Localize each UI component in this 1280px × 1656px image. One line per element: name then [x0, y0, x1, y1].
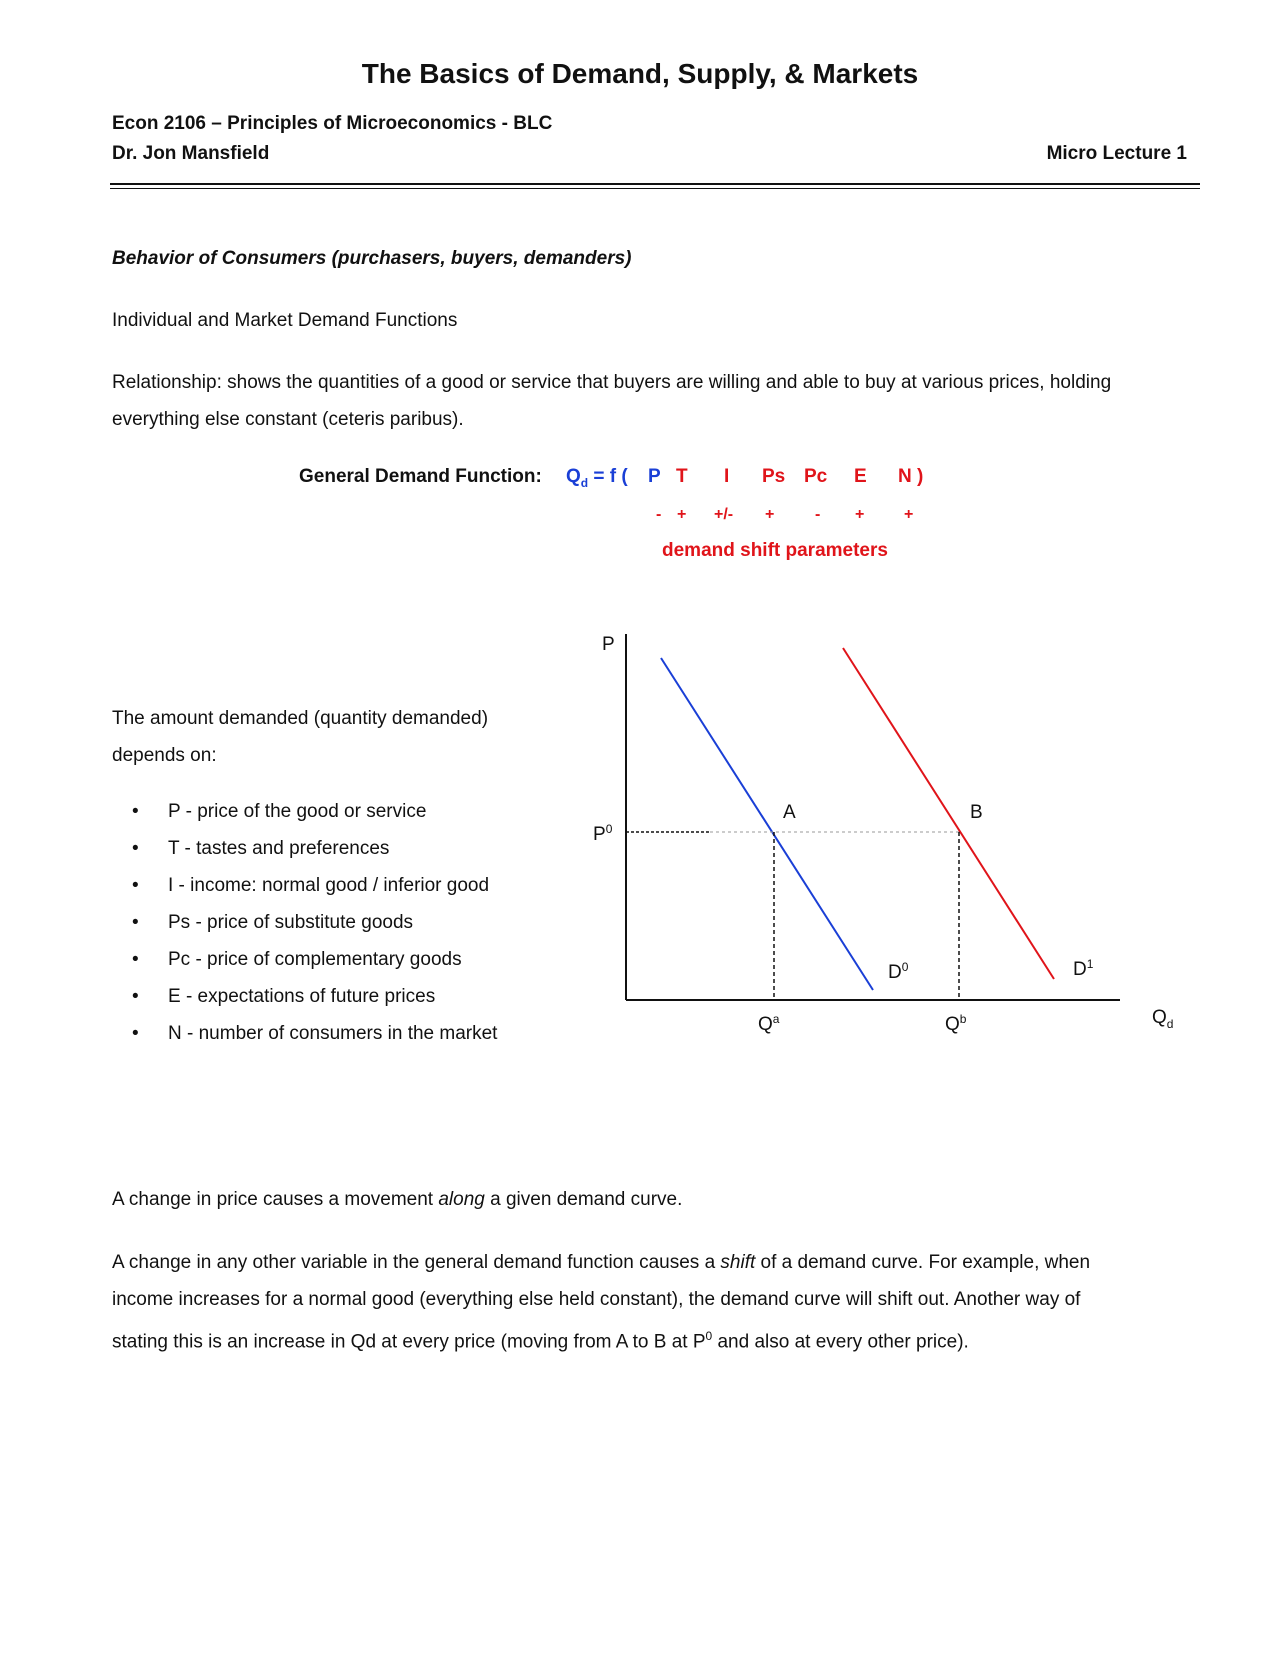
sign-i: +/- — [714, 506, 734, 523]
variable-i: I — [724, 466, 730, 487]
variable-pc: Pc — [804, 466, 828, 487]
point-b-label: B — [970, 802, 983, 823]
list-item: • P - price of the good or service — [112, 793, 592, 830]
sign-n: + — [904, 506, 914, 523]
demand-curve-d0 — [661, 658, 873, 990]
lecture-label: Micro Lecture 1 — [1046, 143, 1187, 164]
demand-curve-d1 — [843, 648, 1054, 979]
shift-paragraph-line1: A change in any other variable in the general demand function causes a shift of a demand curve. For example, when — [112, 1252, 1091, 1273]
price-p0-label: $P^0$ — [593, 822, 613, 845]
y-axis-label: P — [602, 634, 615, 655]
instructor-name: Dr. Jon Mansfield — [112, 143, 270, 164]
relationship-paragraph: Relationship: shows the quantities of a good or service that buyers are willing and able to buy at various prices, holding everything else constant (ceteris paribus). — [112, 372, 1112, 430]
list-item: • E - expectations of future prices — [112, 978, 592, 1015]
amount-demanded-line1: The amount demanded (quantity demanded) — [112, 708, 489, 729]
amount-demanded-line2: depends on: — [112, 745, 217, 766]
sign-p: - — [656, 506, 662, 523]
variable-p: P — [648, 466, 661, 487]
variable-ps: Ps — [762, 466, 786, 487]
section-heading: Behavior of Consumers (purchasers, buyers, demanders) — [112, 248, 632, 269]
list-item: • Pc - price of complementary goods — [112, 941, 592, 978]
sign-t: + — [677, 506, 687, 523]
variable-e: E — [854, 466, 867, 487]
variable-n: N ) — [898, 466, 924, 487]
shift-paragraph — [112, 1244, 1202, 1360]
shift-paragraph-line3: stating this is an increase in Qd at every price (moving from A to B at $P^0$ and also at every other price). — [112, 1329, 969, 1353]
list-item: • I - income: normal good / inferior good — [112, 867, 592, 904]
point-a-label: A — [783, 802, 796, 823]
list-item: • N - number of consumers in the market — [112, 1015, 592, 1052]
page-title: The Basics of Demand, Supply, & Markets — [361, 58, 919, 89]
sign-ps: + — [765, 506, 775, 523]
shift-paragraph-line2: income increases for a normal good (everything else held constant), the demand curve will shift out. Another way of — [112, 1289, 1081, 1310]
variable-t: T — [676, 466, 688, 487]
movement-paragraph: A change in price causes a movement along a given demand curve. — [112, 1189, 683, 1210]
list-item: • Ps - price of substitute goods — [112, 904, 592, 941]
course-name: Econ 2106 – Principles of Microeconomics - BLC — [112, 113, 553, 134]
subheading: Individual and Market Demand Functions — [112, 310, 458, 331]
list-item: • T - tastes and preferences — [112, 830, 592, 867]
sign-pc: - — [815, 506, 821, 523]
qb-label: $Q^b$ — [945, 1012, 967, 1035]
d1-label: $D^1$ — [1073, 957, 1094, 980]
demand-function-lhs: $Q_d = f$ ( — [566, 466, 628, 490]
demand-shift-label: demand shift parameters — [662, 540, 888, 561]
d0-label: $D^0$ — [888, 960, 909, 983]
demand-function-label: General Demand Function: — [299, 466, 542, 487]
x-axis-label: $Q_d$ — [1152, 1007, 1174, 1031]
qa-label: $Q^a$ — [758, 1012, 780, 1035]
sign-e: + — [855, 506, 865, 523]
